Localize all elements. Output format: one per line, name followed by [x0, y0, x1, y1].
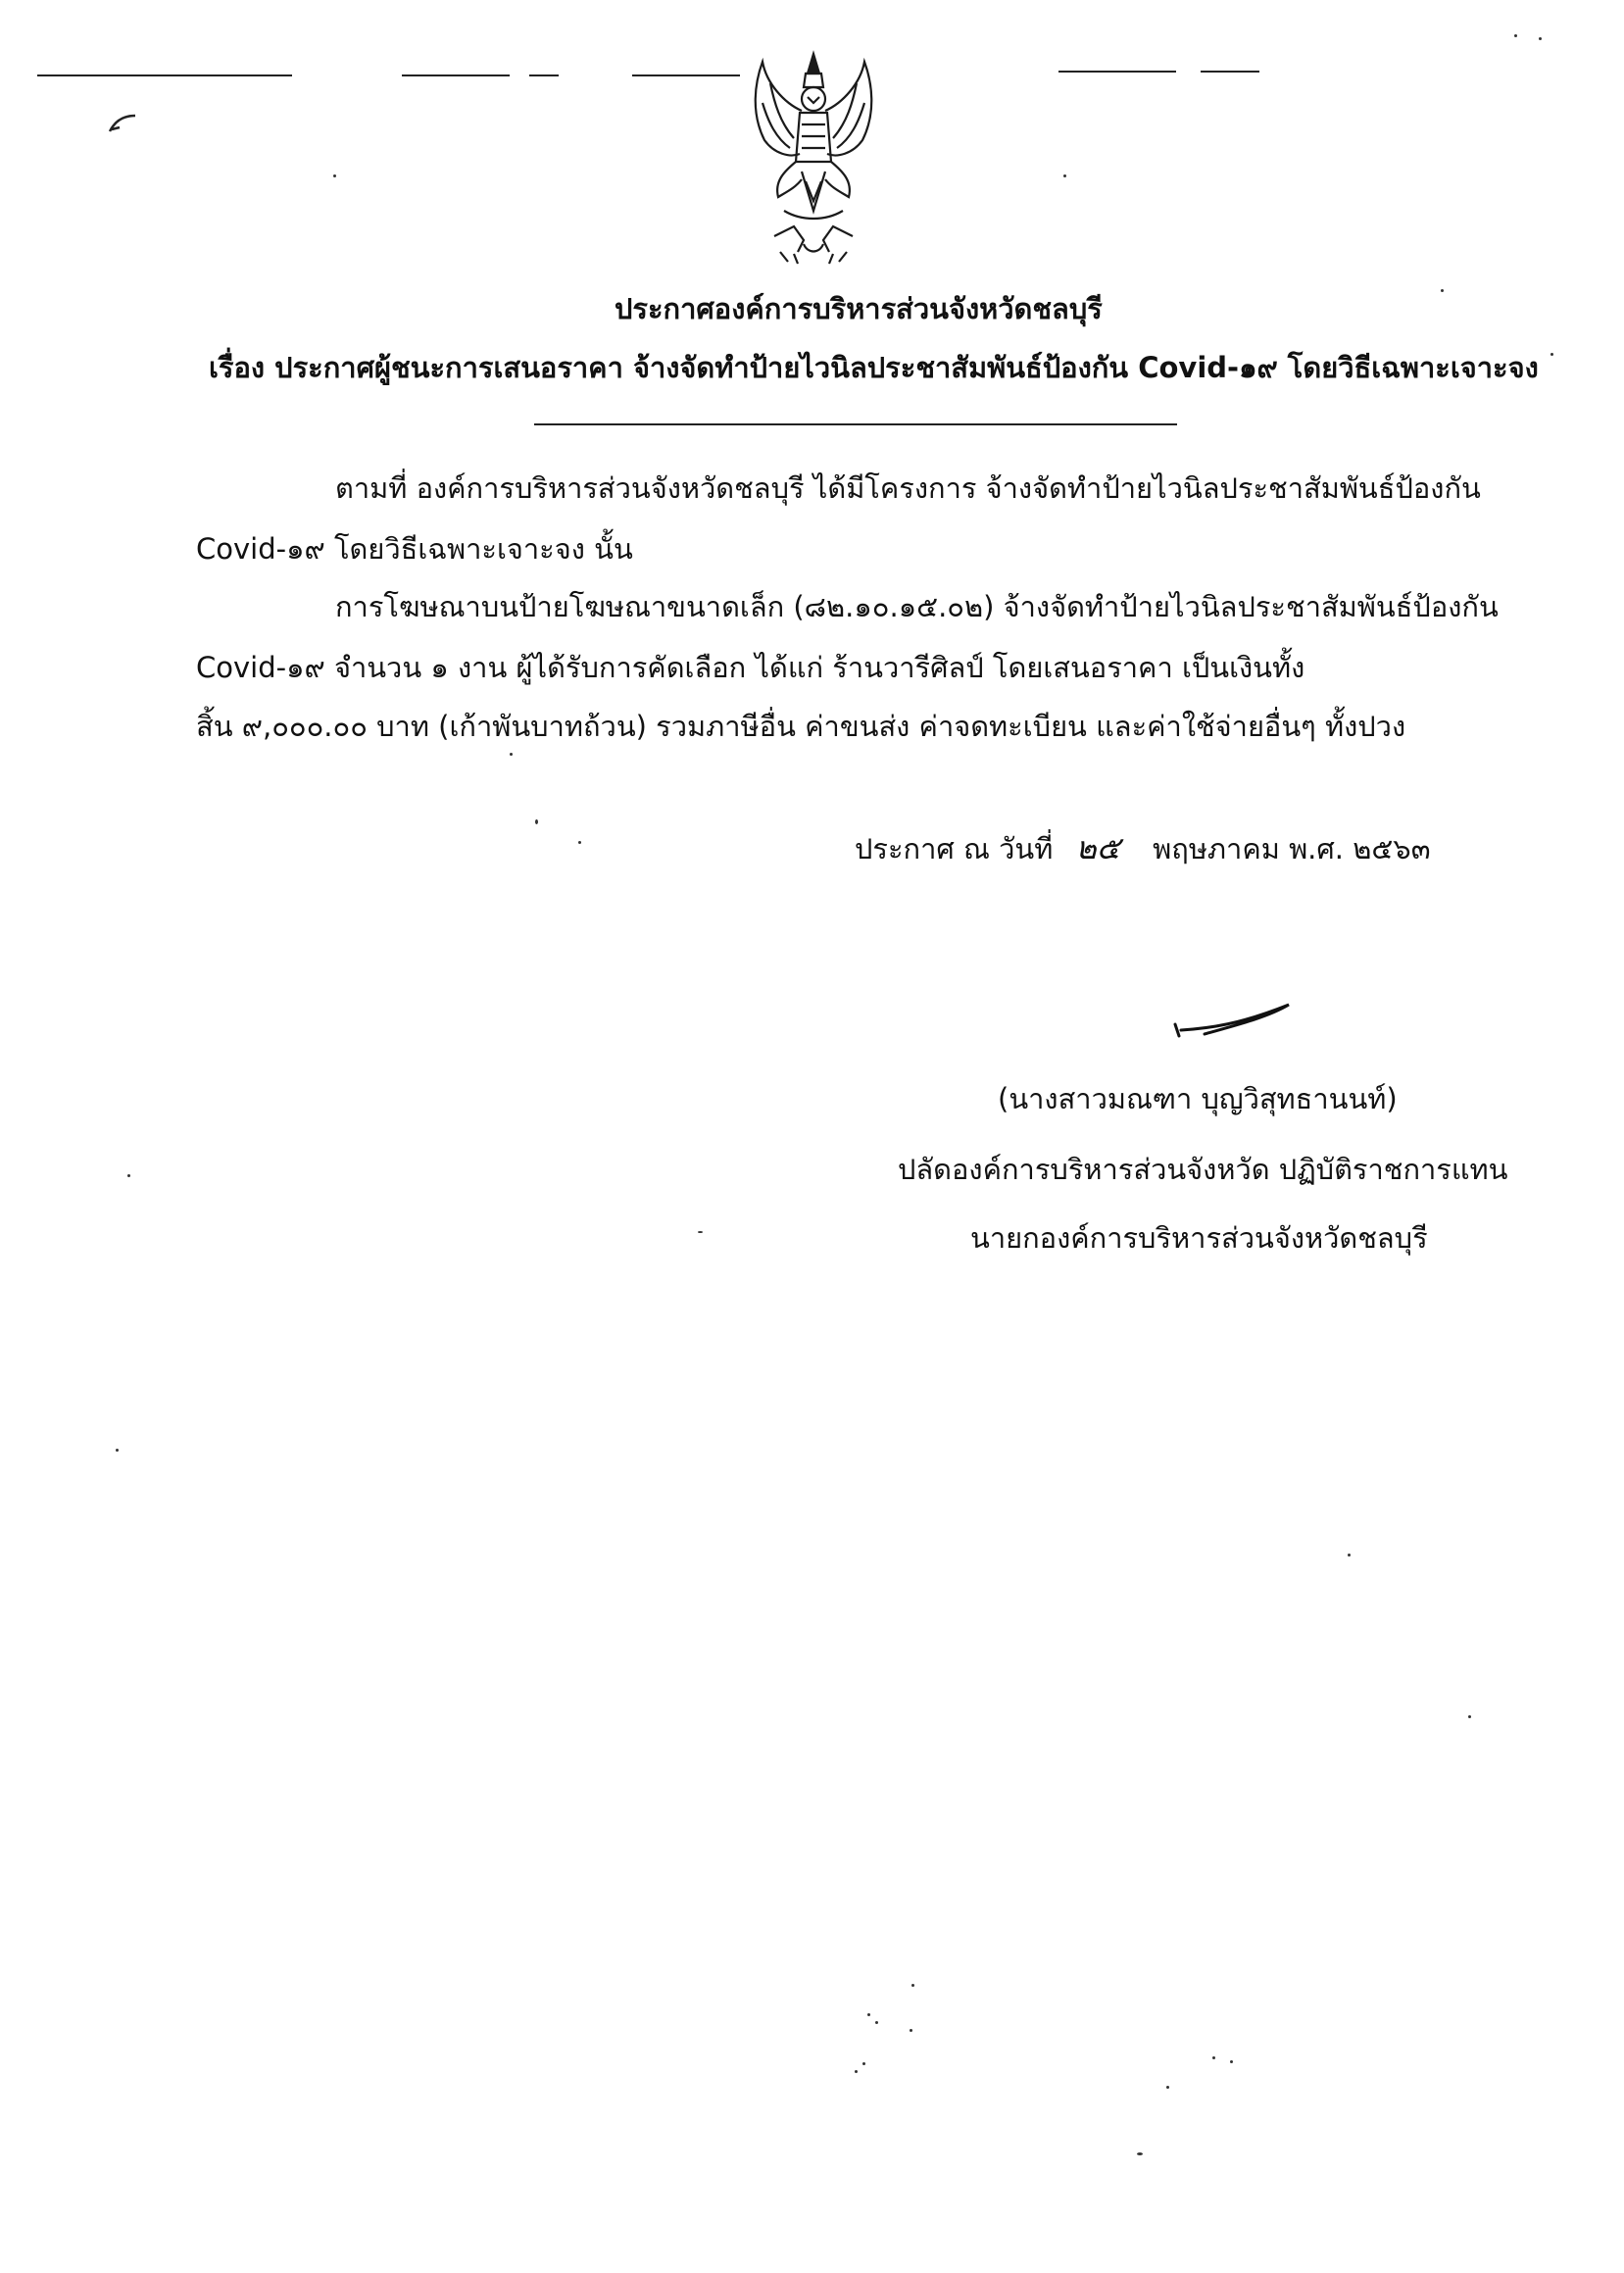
- scan-speck: [862, 2062, 865, 2065]
- scan-speck: [1348, 1554, 1351, 1557]
- scan-speck: [510, 753, 513, 756]
- paragraph-1-line: Covid-๑๙ โดยวิธีเฉพาะเจาะจง นั้น: [196, 532, 633, 566]
- document-issuer-title: ประกาศองค์การบริหารส่วนจังหวัดชลบุรี: [615, 292, 1103, 325]
- scan-mark: [37, 74, 292, 76]
- scan-speck: [333, 174, 336, 177]
- scan-speck: [911, 1984, 914, 1987]
- document-subject: เรื่อง ประกาศผู้ชนะการเสนอราคา จ้างจัดทำป้ายไวนิลประชาสัมพันธ์ป้องกัน Covid-๑๙ โดยวิธีเฉพาะเจาะจง: [209, 351, 1539, 384]
- scan-speck: [1441, 289, 1444, 292]
- scan-speck: [1063, 174, 1066, 177]
- scan-speck: [578, 841, 581, 844]
- title-divider: [534, 423, 1177, 425]
- scan-speck: [1468, 1715, 1471, 1718]
- paragraph-1-line: ตามที่ องค์การบริหารส่วนจังหวัดชลบุรี ได้มีโครงการ จ้างจัดทำป้ายไวนิลประชาสัมพันธ์ป้องกัน: [335, 471, 1481, 505]
- stray-mark-icon: [106, 110, 139, 137]
- date-day-handwritten: ๒๕: [1075, 829, 1120, 866]
- paragraph-2-line: Covid-๑๙ จำนวน ๑ งาน ผู้ได้รับการคัดเลือก ได้แก่ ร้านวารีศิลป์ โดยเสนอราคา เป็นเงินทั้ง: [196, 651, 1305, 684]
- scan-mark: [1201, 71, 1259, 73]
- date-month-year: พฤษภาคม พ.ศ. ๒๕๖๓: [1153, 832, 1431, 865]
- garuda-emblem-icon: [745, 44, 882, 279]
- scan-speck: [1166, 2086, 1169, 2089]
- paragraph-2-line: สิ้น ๙,๐๐๐.๐๐ บาท (เก้าพันบาทถ้วน) รวมภาษีอื่น ค่าขนส่ง ค่าจดทะเบียน และค่าใช้จ่ายอื่นๆ ทั้งปวง: [196, 710, 1406, 743]
- announcement-date: [855, 823, 1431, 873]
- handwritten-signature: [1171, 995, 1308, 1049]
- scan-speck: [1514, 34, 1517, 37]
- signatory-position: นายกองค์การบริหารส่วนจังหวัดชลบุรี: [970, 1221, 1428, 1255]
- scan-speck: [1539, 37, 1542, 40]
- scan-speck: [875, 2021, 878, 2024]
- scan-speck: [910, 2029, 912, 2032]
- date-prefix: ประกาศ ณ วันที่: [855, 832, 1054, 865]
- scan-mark: [402, 74, 510, 76]
- scan-speck: [1230, 2060, 1233, 2063]
- scan-speck: [535, 819, 538, 824]
- scan-speck: [1137, 2152, 1143, 2155]
- scan-mark: [1058, 71, 1176, 73]
- scan-speck: [855, 2070, 858, 2073]
- scan-speck: [1550, 353, 1553, 356]
- scan-mark: [632, 74, 740, 76]
- scan-speck: [867, 2013, 870, 2016]
- scan-speck: [698, 1231, 703, 1233]
- scan-speck: [116, 1449, 119, 1452]
- signatory-name: (นางสาวมณฑา บุญวิสุทธานนท์): [998, 1082, 1398, 1115]
- paragraph-2-line: การโฆษณาบนป้ายโฆษณาขนาดเล็ก (๘๒.๑๐.๑๕.๐๒) จ้างจัดทำป้ายไวนิลประชาสัมพันธ์ป้องกัน: [335, 590, 1499, 623]
- signatory-position: ปลัดองค์การบริหารส่วนจังหวัด ปฏิบัติราชการแทน: [898, 1153, 1508, 1186]
- scan-speck: [1212, 2056, 1215, 2059]
- scan-mark: [529, 74, 559, 76]
- scan-speck: [127, 1174, 130, 1177]
